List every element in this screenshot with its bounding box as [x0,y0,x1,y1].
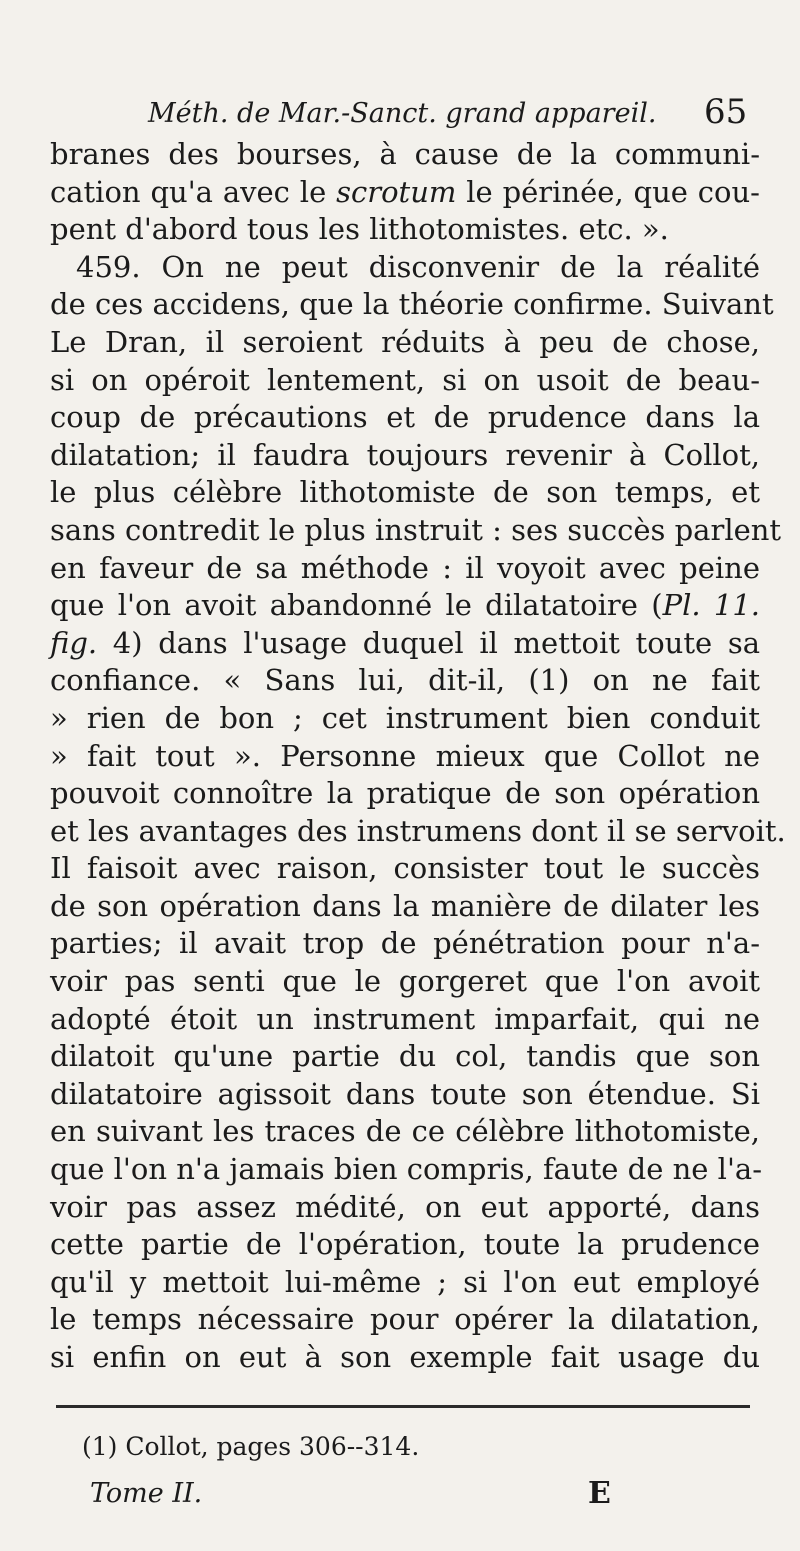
signature-mark: E [588,1476,611,1511]
running-title: Méth. de Mar.-Sanct. grand appareil. [148,98,657,129]
text-line: sans contredit le plus instruit : ses succès parlent [50,512,782,547]
text-line: coup de précautions et de prudence dans la [50,400,760,435]
text-line: cette partie de l'opération, toute la prudence [50,1227,760,1262]
text-line: que l'on n'a jamais bien compris, faute de ne l'a- [50,1152,763,1187]
footnote: (1) Collot, pages 306--314. [82,1432,420,1461]
footnote-rule [56,1405,750,1408]
text-line: de ces accidens, que la théorie confirme. Suivant [50,287,774,322]
body-text [50,136,786,1377]
text-line: dilatoit qu'une partie du col, tandis que son [50,1039,760,1074]
volume-label: Tome II. [90,1478,203,1509]
text-line: parties; il avait trop de pénétration pour n'a- [50,926,760,961]
text-line: dilatatoire agissoit dans toute son étendue. Si [50,1076,760,1111]
text-line: branes des bourses, à cause de la communi- [50,137,760,171]
text-line: pent d'abord tous les lithotomistes. etc. ». [50,212,669,247]
text-line: le temps nécessaire pour opérer la dilatation, [50,1302,760,1337]
text-line: en faveur de sa méthode : il voyoit avec peine [50,550,760,585]
running-head [148,92,748,138]
text-line: pouvoit connoître la pratique de son opération [50,776,760,811]
text-line: que l'on avoit abandonné le dilatatoire (Pl. 11. [50,588,761,623]
text-line: adopté étoit un instrument imparfait, qui ne [50,1001,760,1036]
text-line: cation qu'a avec le scrotum le périnée, que cou- [50,174,760,209]
text-line: » rien de bon ; cet instrument bien conduit [50,700,760,735]
text-line: le plus célèbre lithotomiste de son temps, et [50,475,760,510]
text-line: en suivant les traces de ce célèbre lithotomiste, [50,1114,760,1149]
text-line: si enfin on eut à son exemple fait usage du [50,1340,760,1374]
text-line: voir pas senti que le gorgeret que l'on avoit [50,964,760,999]
text-line: dilatation; il faudra toujours revenir à Collot, [50,437,760,472]
text-line: » fait tout ». Personne mieux que Collot ne [50,738,760,773]
text-line: si on opéroit lentement, si on usoit de beau- [50,362,760,397]
page-number: 65 [704,92,748,132]
text-line: de son opération dans la manière de dilater les [50,888,760,923]
text-line: confiance. « Sans lui, dit-il, (1) on ne fait [50,663,760,698]
text-line: et les avantages des instrumens dont il se servoit. [50,813,786,848]
paragraph-start-line: 459. On ne peut disconvenir de la réalité [76,249,760,284]
text-line: voir pas assez médité, on eut apporté, dans [50,1189,760,1224]
text-line: Il faisoit avec raison, consister tout le succès [50,851,760,886]
text-line: fig. 4) dans l'usage duquel il mettoit toute sa [50,625,760,660]
text-line: Le Dran, il seroient réduits à peu de chose, [50,324,760,359]
text-line: qu'il y mettoit lui-même ; si l'on eut employé [50,1264,760,1299]
